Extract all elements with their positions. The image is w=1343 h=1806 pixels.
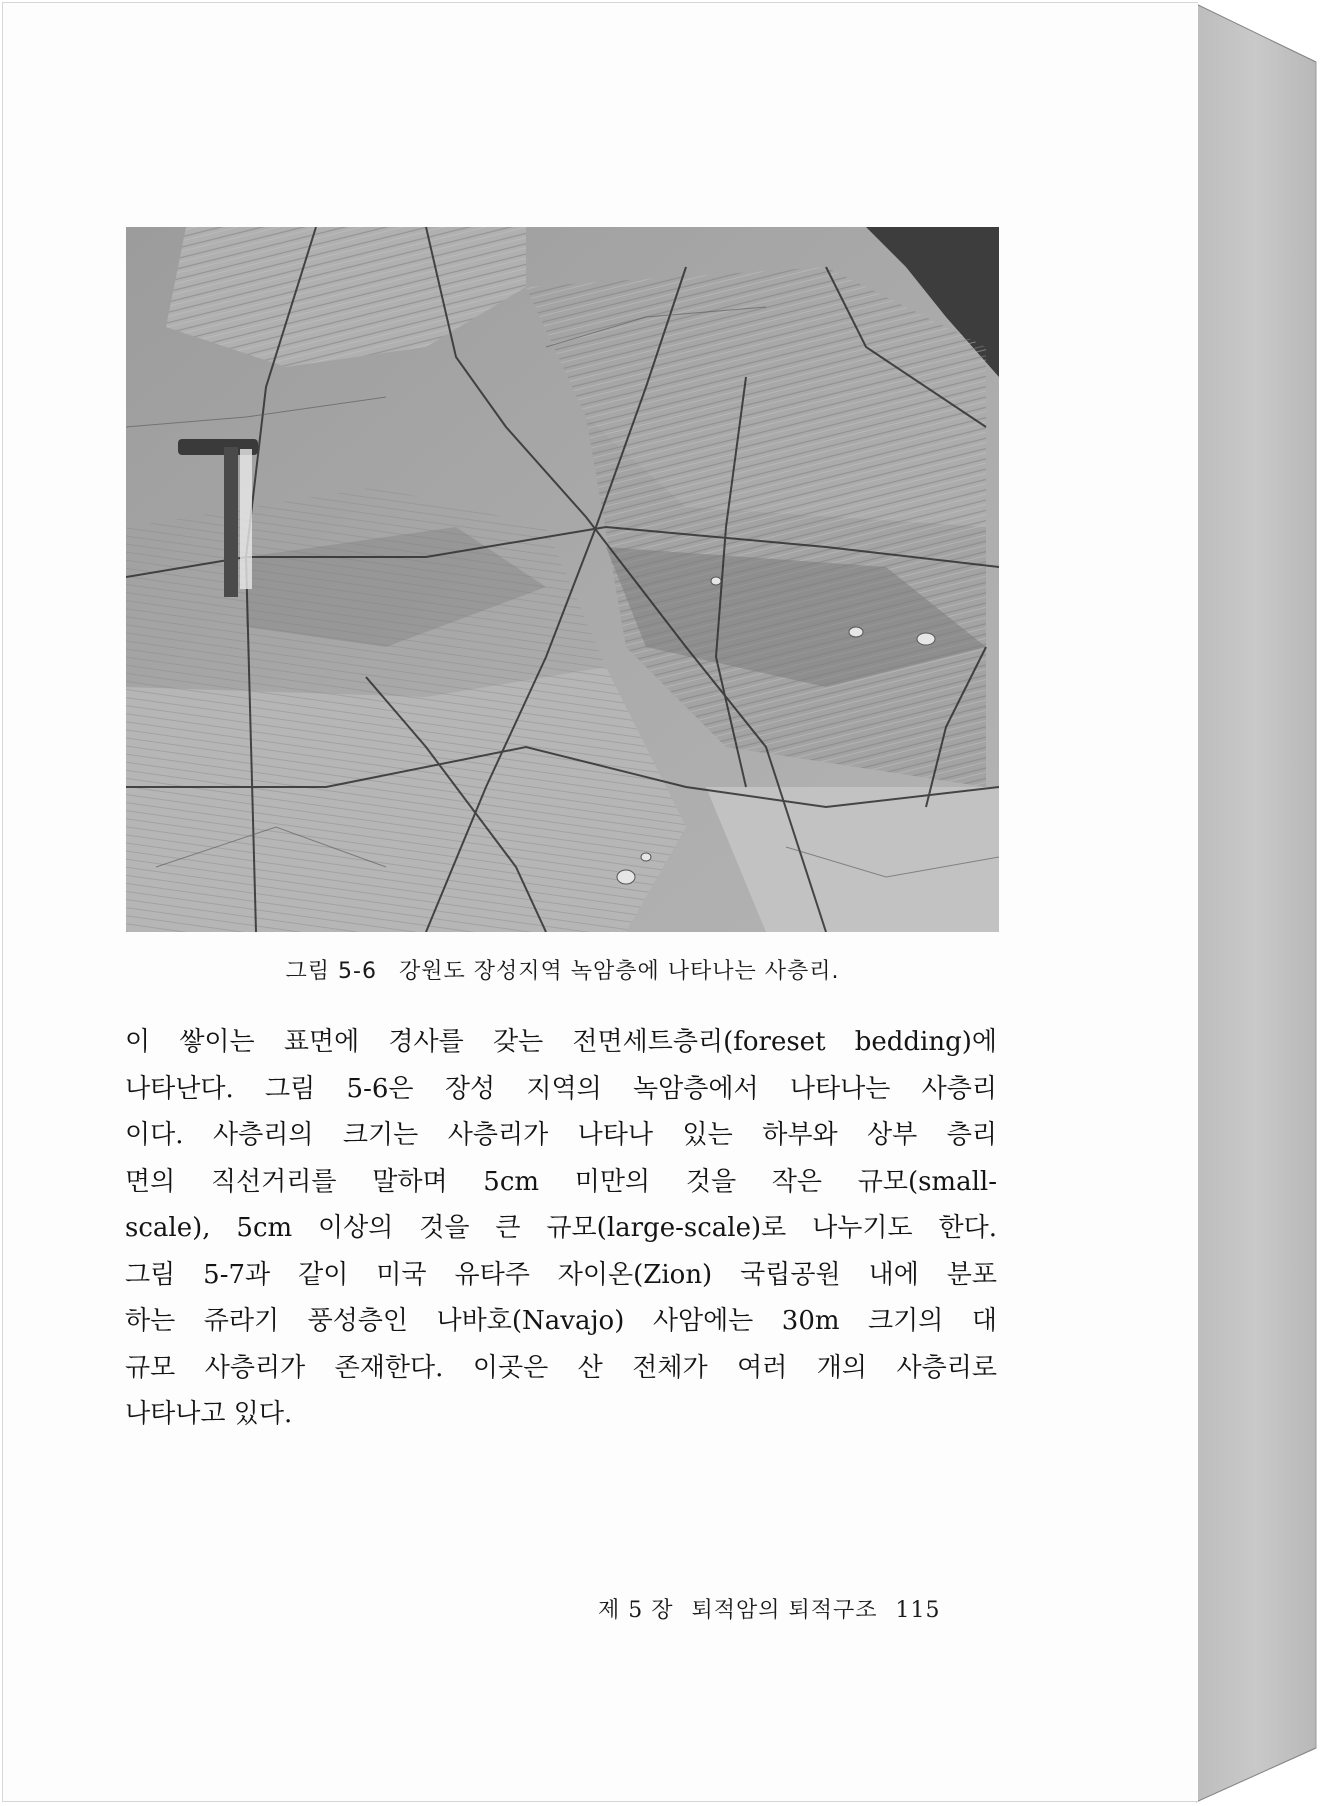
figure-number: 그림 5-6 xyxy=(285,959,377,984)
body-line: 이다. 사층리의 크기는 사층리가 나타나 있는 하부와 상부 층리 xyxy=(125,1120,997,1150)
page-number: 115 xyxy=(895,1598,941,1623)
figure-caption xyxy=(126,954,999,985)
chapter-title: 퇴적암의 퇴적구조 xyxy=(691,1598,878,1623)
body-line: 규모 사층리가 존재한다. 이곳은 산 전체가 여러 개의 사층리로 xyxy=(125,1352,997,1383)
book-page xyxy=(2,2,1198,1802)
figure-photo xyxy=(126,227,999,932)
body-line: 그림 5-7과 같이 미국 유타주 자이온(Zion) 국립공원 내에 분포 xyxy=(125,1259,997,1290)
page-footer xyxy=(598,1593,941,1624)
body-line: 나타나고 있다. xyxy=(125,1399,293,1429)
body-line: 나타난다. 그림 5-6은 장성 지역의 녹암층에서 나타나는 사층리 xyxy=(125,1073,997,1104)
body-line: 이 쌓이는 표면에 경사를 갖는 전면세트층리(foreset bedding)에 xyxy=(125,1027,997,1057)
chapter-label: 제 5 장 xyxy=(598,1598,674,1623)
body-line: 면의 직선거리를 말하며 5cm 미만의 것을 작은 규모(small- xyxy=(125,1166,997,1197)
body-line: scale), 5cm 이상의 것을 큰 규모(large-scale)로 나누기도 한다. xyxy=(125,1213,997,1243)
figure-caption-text: 강원도 장성지역 녹암층에 나타나는 사층리. xyxy=(398,959,840,984)
body-paragraph xyxy=(125,1019,997,1438)
book-edge xyxy=(1196,0,1336,1806)
body-line: 하는 쥬라기 풍성층인 나바호(Navajo) 사암에는 30m 크기의 대 xyxy=(125,1306,997,1336)
